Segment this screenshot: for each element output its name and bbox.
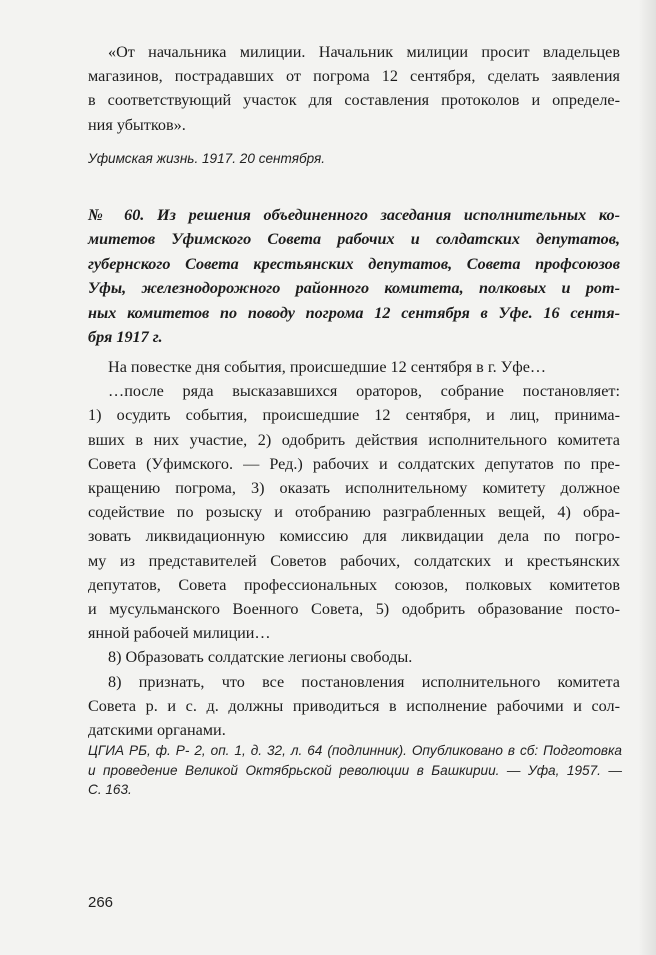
- body-line: вших в них участие, 2) одобрить действия исполнительного комитета: [88, 430, 620, 449]
- document-title: [88, 203, 620, 349]
- body-line: 8) признать, что все постановления исполнительного комитета: [108, 672, 620, 691]
- archive-line: ЦГИА РБ, ф. Р- 2, оп. 1, д. 32, л. 64 (подлинник). Опубликовано в сб: Подготовка: [88, 743, 622, 758]
- newspaper-quote: [88, 40, 620, 137]
- page-edge-shadow: [638, 0, 656, 955]
- title-line: губернского Совета крестьянских депутатов, Совета профсоюзов: [88, 254, 620, 273]
- body-line: …после ряда высказавшихся ораторов, собрание постановляет:: [108, 382, 620, 401]
- quote-line: «От начальника милиции. Начальник милиции просит владельцев: [108, 43, 620, 61]
- archive-reference: [88, 741, 622, 800]
- title-line: бря 1917 г.: [88, 328, 163, 347]
- body-line: 1) осудить события, происшедшие 12 сентября, и лиц, принима-: [88, 406, 620, 425]
- body-line: му из представителей Советов рабочих, солдатских и крестьянских: [88, 551, 620, 570]
- body-line: датскими органами.: [88, 721, 226, 740]
- body-line: кращению погрома, 3) оказать исполнительному комитету должное: [88, 479, 620, 498]
- body-line: депутатов, Совета профессиональных союзов, полковых комитетов: [88, 575, 620, 594]
- body-line: содействие по розыску и отобранию разграбленных вещей, 4) обра-: [88, 503, 620, 522]
- archive-line: С. 163.: [88, 782, 132, 798]
- title-line: ных комитетов по поводу погрома 12 сентября в Уфе. 16 сентя-: [88, 303, 620, 322]
- body-line: зовать ликвидационную комиссию для ликвидации дела по погро-: [88, 527, 620, 546]
- body-line: Совета (Уфимского. — Ред.) рабочих и солдатских депутатов по пре-: [88, 454, 620, 473]
- archive-line: и проведение Великой Октябрьской революции в Башкирии. — Уфа, 1957. —: [88, 762, 622, 778]
- body-line: 8) Образовать солдатские легионы свободы.: [108, 648, 413, 667]
- quote-line: в соответствующий участок для составления протоколов и определе-: [88, 91, 620, 110]
- quote-line: магазинов, пострадавших от погрома 12 сентября, сделать заявления: [88, 67, 620, 86]
- body-line: На повестке дня события, происшедшие 12 сентября в г. Уфе…: [108, 358, 547, 376]
- body-line: и мусульманского Военного Совета, 5) одобрить образование посто-: [88, 600, 620, 619]
- title-line: Уфы, железнодорожного районного комитета, полковых и рот-: [88, 279, 620, 298]
- page-number: 266: [88, 894, 114, 911]
- title-line: митетов Уфимского Совета рабочих и солдатских депутатов,: [88, 230, 620, 249]
- body-line: Совета р. и с. д. должны приводиться в исполнение рабочими и сол-: [88, 696, 620, 715]
- document-body: [88, 355, 620, 742]
- quote-line: ния убытков».: [88, 115, 186, 134]
- newspaper-source: Уфимская жизнь. 1917. 20 сентября.: [88, 151, 326, 166]
- body-line: янной рабочей милиции…: [88, 624, 271, 643]
- title-line: № 60. Из решения объединенного заседания исполнительных ко-: [88, 206, 620, 224]
